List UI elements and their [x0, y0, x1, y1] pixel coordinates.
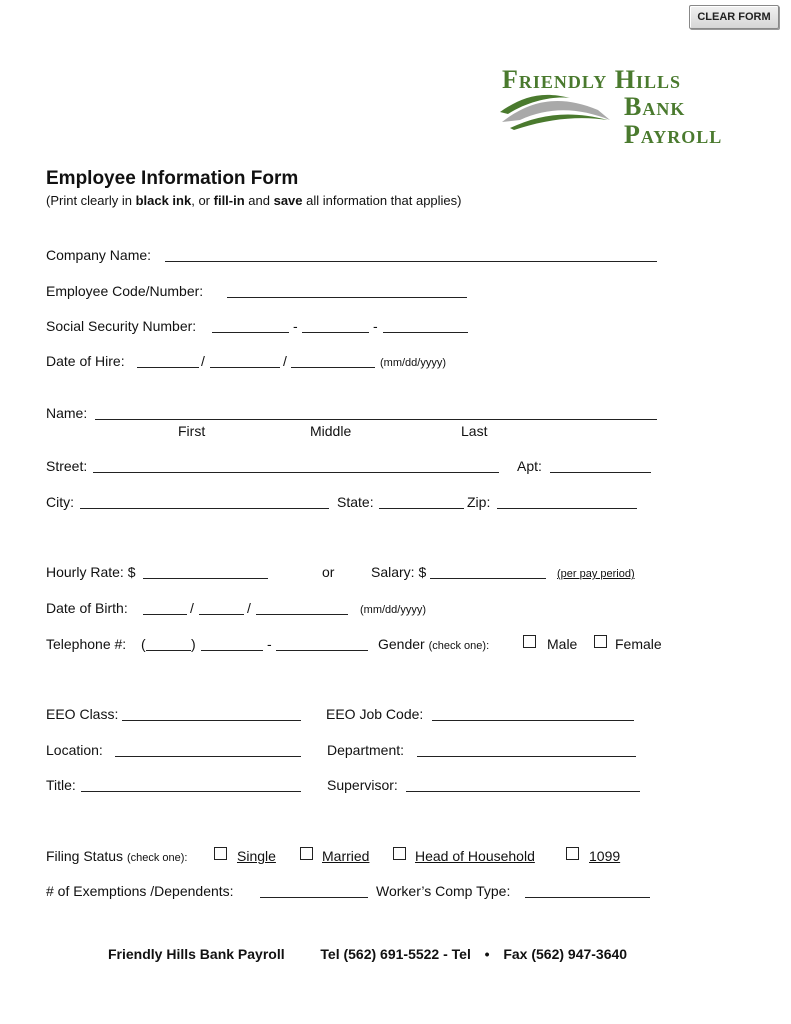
dob-slash-1: /	[190, 600, 194, 616]
eeo-class-field[interactable]	[122, 720, 301, 721]
footer-fax: Fax (562) 947-3640	[503, 946, 628, 962]
salary-label: Salary: $	[371, 564, 427, 580]
or-text: or	[322, 564, 335, 580]
workers-comp-label: Worker’s Comp Type:	[376, 883, 511, 899]
location-label: Location:	[46, 742, 103, 758]
page-title: Employee Information Form	[46, 168, 299, 189]
clear-form-button[interactable]: CLEAR FORM	[689, 5, 779, 29]
supervisor-field[interactable]	[406, 791, 640, 792]
title-field[interactable]	[81, 791, 301, 792]
single-label: Single	[237, 848, 276, 864]
hire-day-field[interactable]	[210, 367, 280, 368]
married-label: Married	[322, 848, 370, 864]
logo-line-1: Friendly Hills	[502, 65, 681, 94]
dob-year-field[interactable]	[256, 614, 348, 615]
form-instructions	[46, 193, 462, 208]
footer-bullet: •	[484, 946, 490, 962]
state-field[interactable]	[379, 508, 464, 509]
hire-slash-1: /	[201, 353, 205, 369]
footer-telephone: Tel (562) 691-5522 - Tel	[320, 946, 471, 962]
instructions-fill-in: fill-in	[213, 193, 245, 208]
tel-dash: -	[267, 636, 272, 652]
tel-area-code-field[interactable]	[146, 650, 191, 651]
salary-field[interactable]	[430, 578, 546, 579]
filing-status-text: Filing Status	[46, 848, 124, 864]
dob-day-field[interactable]	[199, 614, 244, 615]
city-label: City:	[46, 494, 74, 510]
dob-format-hint: (mm/dd/yyyy)	[360, 604, 426, 616]
ssn-part1-field[interactable]	[212, 332, 289, 333]
name-label: Name:	[46, 405, 88, 421]
ssn-part2-field[interactable]	[302, 332, 369, 333]
name-last-caption: Last	[461, 423, 488, 439]
employee-code-label: Employee Code/Number:	[46, 283, 204, 299]
footer-company: Friendly Hills Bank Payroll	[108, 946, 285, 962]
department-label: Department:	[327, 742, 405, 758]
name-field[interactable]	[95, 419, 657, 420]
instructions-text: (Print clearly in	[46, 193, 136, 208]
company-name-label: Company Name:	[46, 247, 152, 263]
instructions-text: all information that applies)	[302, 193, 462, 208]
footer-contact	[108, 946, 627, 962]
ssn-label: Social Security Number:	[46, 318, 197, 334]
state-label: State:	[337, 494, 374, 510]
street-label: Street:	[46, 458, 88, 474]
city-field[interactable]	[80, 508, 329, 509]
title-label: Title:	[46, 777, 76, 793]
dob-slash-2: /	[247, 600, 251, 616]
head-of-household-checkbox[interactable]	[393, 847, 406, 860]
supervisor-label: Supervisor:	[327, 777, 398, 793]
tel-paren-open: (	[141, 636, 146, 652]
company-name-field[interactable]	[165, 261, 657, 262]
dob-label: Date of Birth:	[46, 600, 128, 616]
eeo-class-label: EEO Class:	[46, 706, 119, 722]
filing-status-label	[46, 848, 187, 866]
form-1099-checkbox[interactable]	[566, 847, 579, 860]
tel-number-field[interactable]	[276, 650, 368, 651]
ssn-dash-2: -	[373, 318, 378, 334]
instructions-text: and	[244, 193, 274, 208]
ssn-dash-1: -	[293, 318, 298, 334]
workers-comp-field[interactable]	[525, 897, 650, 898]
date-of-hire-label: Date of Hire:	[46, 353, 125, 369]
name-first-caption: First	[178, 423, 206, 439]
instructions-save: save	[273, 193, 303, 208]
gender-label-text: Gender	[378, 636, 425, 652]
zip-label: Zip:	[467, 494, 491, 510]
hire-year-field[interactable]	[291, 367, 375, 368]
gender-check-one: (check one):	[428, 640, 490, 652]
telephone-label: Telephone #:	[46, 636, 127, 652]
hire-date-format-hint: (mm/dd/yyyy)	[380, 357, 446, 369]
tel-paren-close: )	[191, 636, 196, 652]
logo-line-2: Bank	[624, 92, 686, 121]
eeo-job-code-field[interactable]	[432, 720, 634, 721]
hire-month-field[interactable]	[137, 367, 199, 368]
hourly-rate-label: Hourly Rate: $	[46, 564, 136, 580]
dob-month-field[interactable]	[143, 614, 187, 615]
location-field[interactable]	[115, 756, 301, 757]
department-field[interactable]	[417, 756, 636, 757]
female-checkbox[interactable]	[594, 635, 607, 648]
hourly-rate-field[interactable]	[143, 578, 268, 579]
exemptions-label: # of Exemptions /Dependents:	[46, 883, 234, 899]
eeo-job-code-label: EEO Job Code:	[326, 706, 424, 722]
single-checkbox[interactable]	[214, 847, 227, 860]
zip-field[interactable]	[497, 508, 637, 509]
head-of-household-label: Head of Household	[415, 848, 535, 864]
exemptions-field[interactable]	[260, 897, 368, 898]
female-label: Female	[615, 636, 662, 652]
married-checkbox[interactable]	[300, 847, 313, 860]
instructions-text: , or	[191, 193, 214, 208]
per-pay-period-note: (per pay period)	[557, 568, 635, 580]
logo-line-3: Payroll	[624, 120, 723, 149]
male-checkbox[interactable]	[523, 635, 536, 648]
form-1099-label: 1099	[589, 848, 621, 864]
name-middle-caption: Middle	[310, 423, 352, 439]
apt-field[interactable]	[550, 472, 651, 473]
instructions-black-ink: black ink	[135, 193, 192, 208]
employee-code-field[interactable]	[227, 297, 467, 298]
gender-label	[378, 636, 489, 654]
filing-check-one: (check one):	[126, 852, 188, 864]
apt-label: Apt:	[517, 458, 542, 474]
street-field[interactable]	[93, 472, 499, 473]
hire-slash-2: /	[283, 353, 287, 369]
tel-prefix-field[interactable]	[201, 650, 263, 651]
ssn-part3-field[interactable]	[383, 332, 468, 333]
male-label: Male	[547, 636, 578, 652]
